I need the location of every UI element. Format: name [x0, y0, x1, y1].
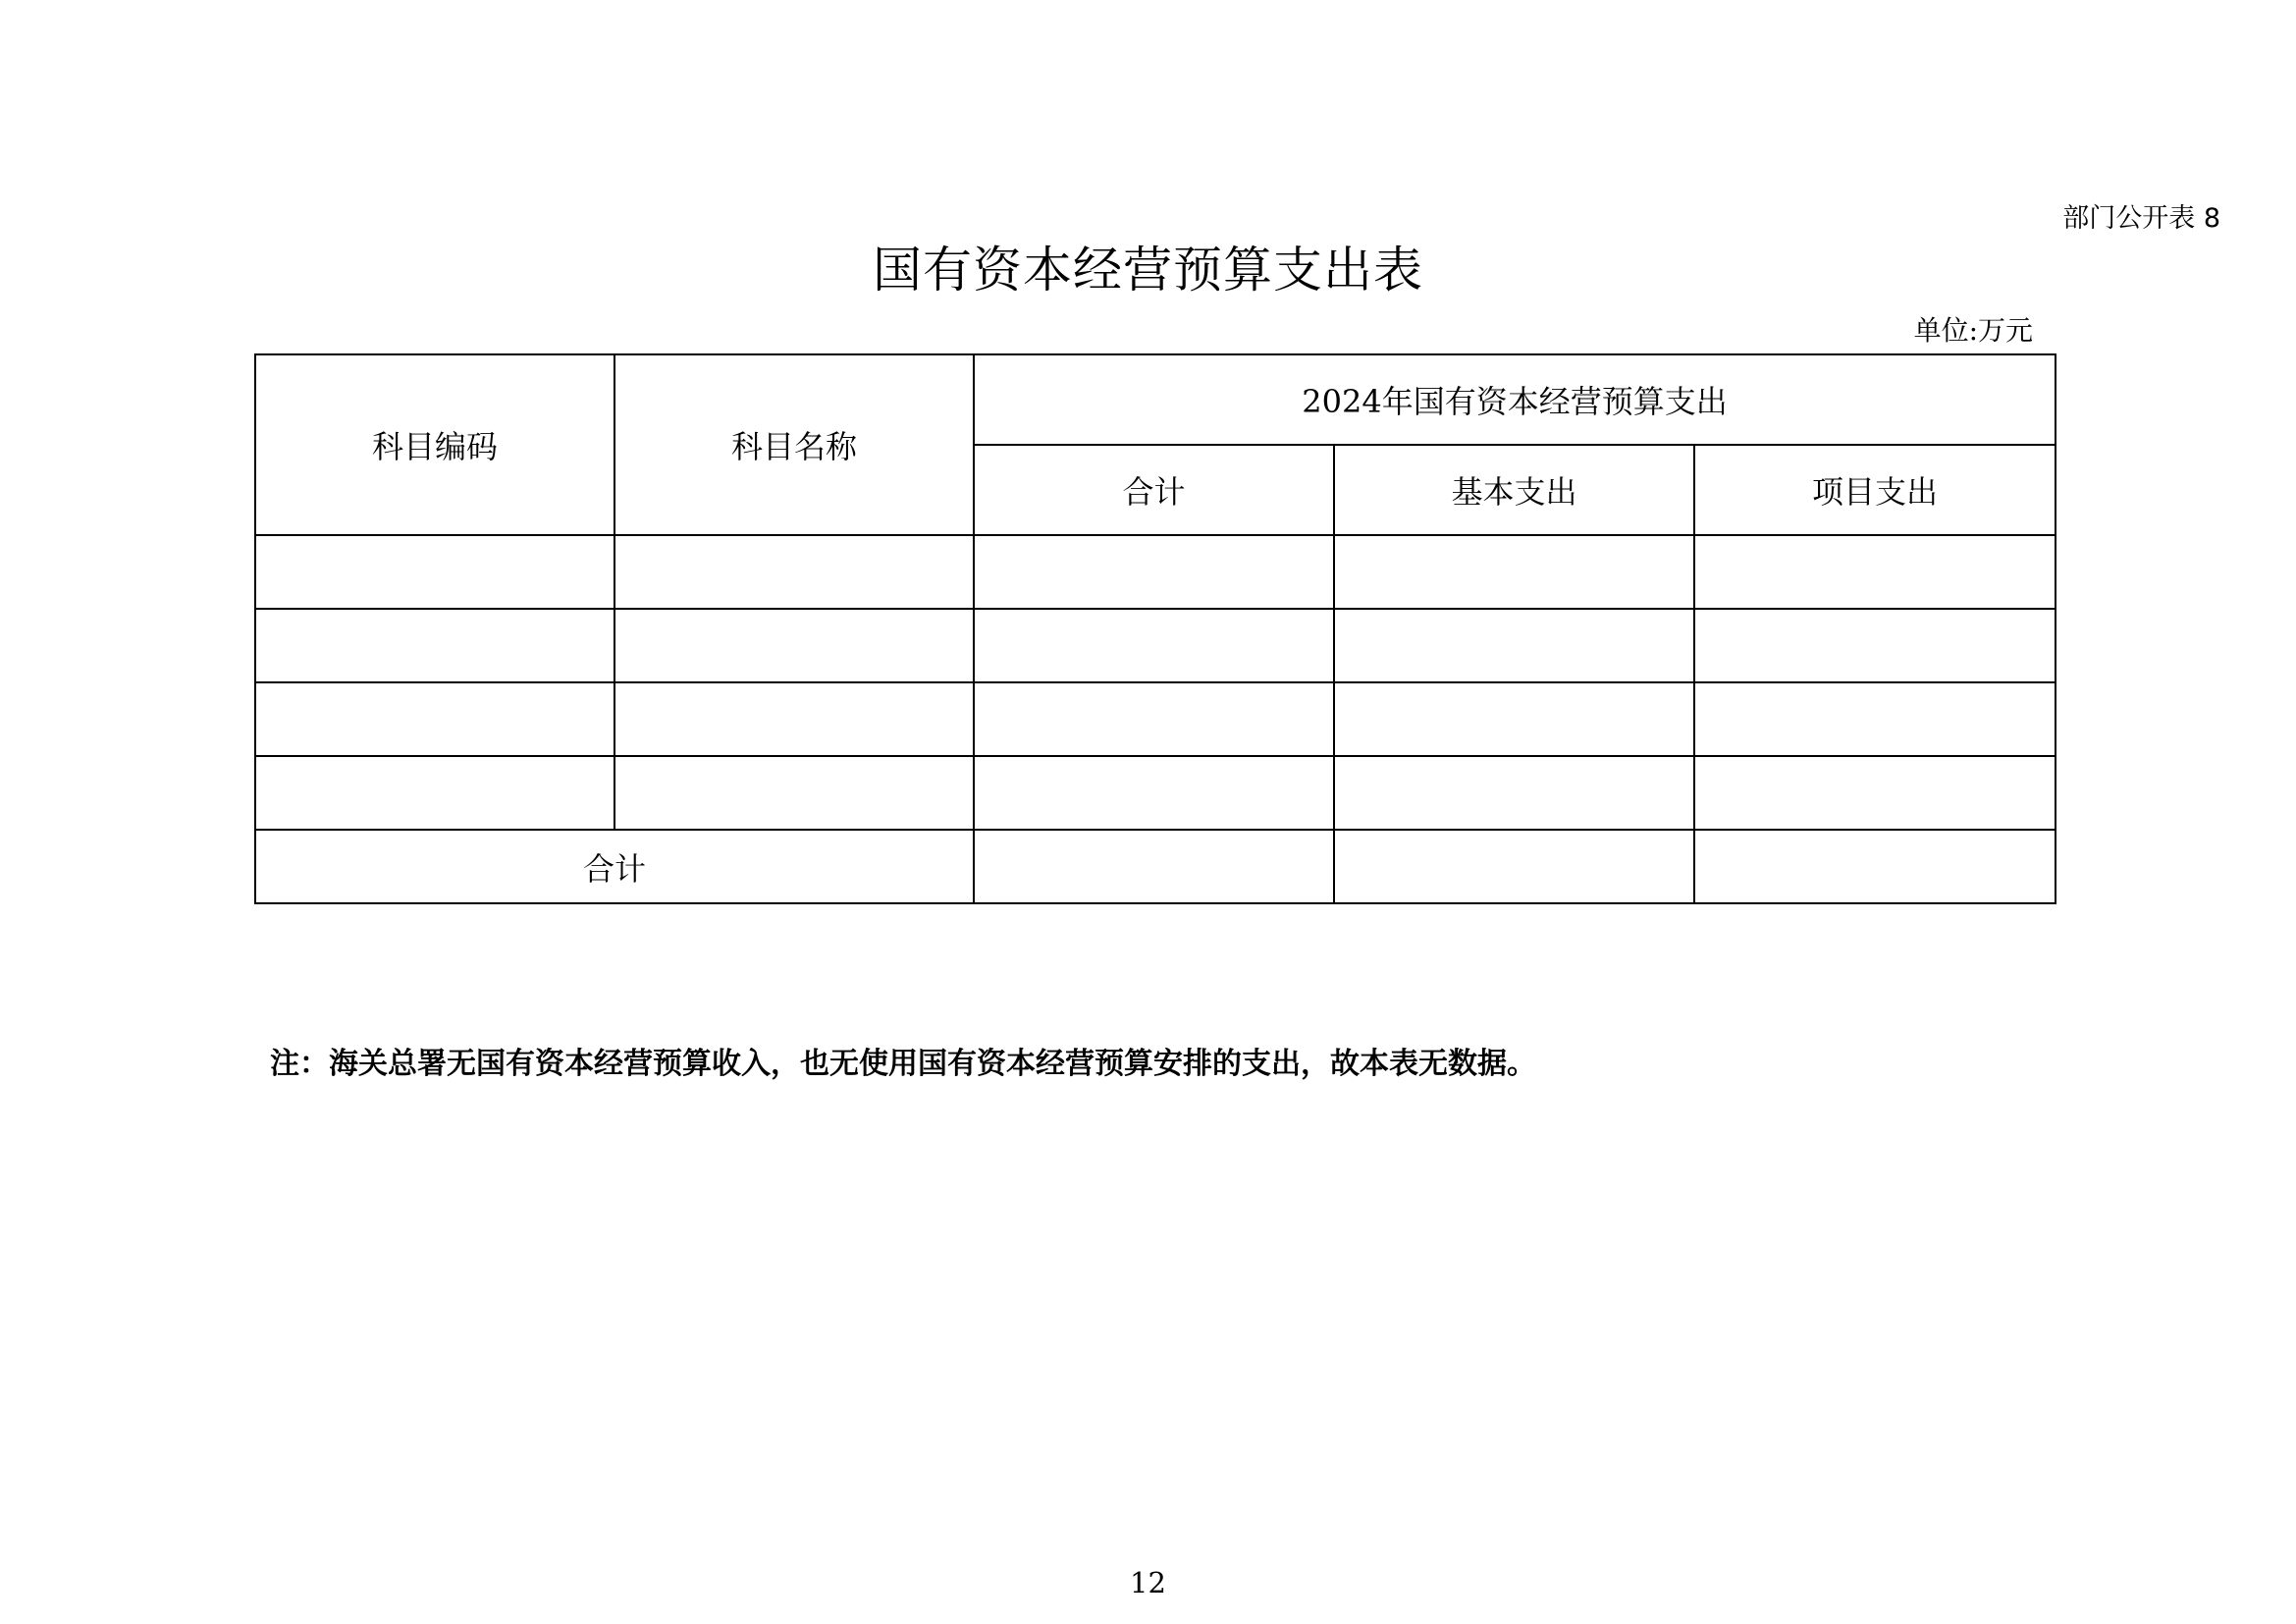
page-title: 国有资本经营预算支出表: [873, 242, 1423, 298]
cell-code: [255, 756, 614, 830]
cell-name: [614, 535, 974, 609]
total-row-total: [974, 830, 1334, 903]
cell-project: [1694, 609, 2056, 682]
cell-basic: [1334, 682, 1694, 756]
cell-code: [255, 535, 614, 609]
table-row: [255, 756, 2056, 830]
table-row: [255, 682, 2056, 756]
column-header-code: 科目编码: [255, 354, 614, 535]
cell-total: [974, 609, 1334, 682]
cell-name: [614, 609, 974, 682]
cell-code: [255, 682, 614, 756]
cell-project: [1694, 682, 2056, 756]
cell-code: [255, 609, 614, 682]
form-label: 部门公开表 8: [2062, 203, 2220, 234]
column-header-total: 合计: [974, 445, 1334, 535]
unit-label: 单位:万元: [1913, 314, 2033, 347]
column-header-group: 2024年国有资本经营预算支出: [974, 354, 2056, 445]
cell-name: [614, 682, 974, 756]
total-row-basic: [1334, 830, 1694, 903]
cell-project: [1694, 535, 2056, 609]
column-header-basic: 基本支出: [1334, 445, 1694, 535]
cell-total: [974, 682, 1334, 756]
table-total-row: [255, 830, 2056, 903]
table-row: [255, 535, 2056, 609]
column-header-project: 项目支出: [1694, 445, 2056, 535]
cell-name: [614, 756, 974, 830]
cell-total: [974, 535, 1334, 609]
cell-basic: [1334, 609, 1694, 682]
cell-basic: [1334, 756, 1694, 830]
total-row-label: 合计: [255, 830, 974, 903]
page-number: 12: [1130, 1566, 1166, 1599]
column-header-name: 科目名称: [614, 354, 974, 535]
table-header-row: [255, 354, 2056, 445]
cell-total: [974, 756, 1334, 830]
budget-table: [254, 353, 2056, 904]
cell-basic: [1334, 535, 1694, 609]
cell-project: [1694, 756, 2056, 830]
table-row: [255, 609, 2056, 682]
total-row-project: [1694, 830, 2056, 903]
table-note: 注：海关总署无国有资本经营预算收入，也无使用国有资本经营预算安排的支出，故本表无数据。: [270, 1047, 1536, 1081]
